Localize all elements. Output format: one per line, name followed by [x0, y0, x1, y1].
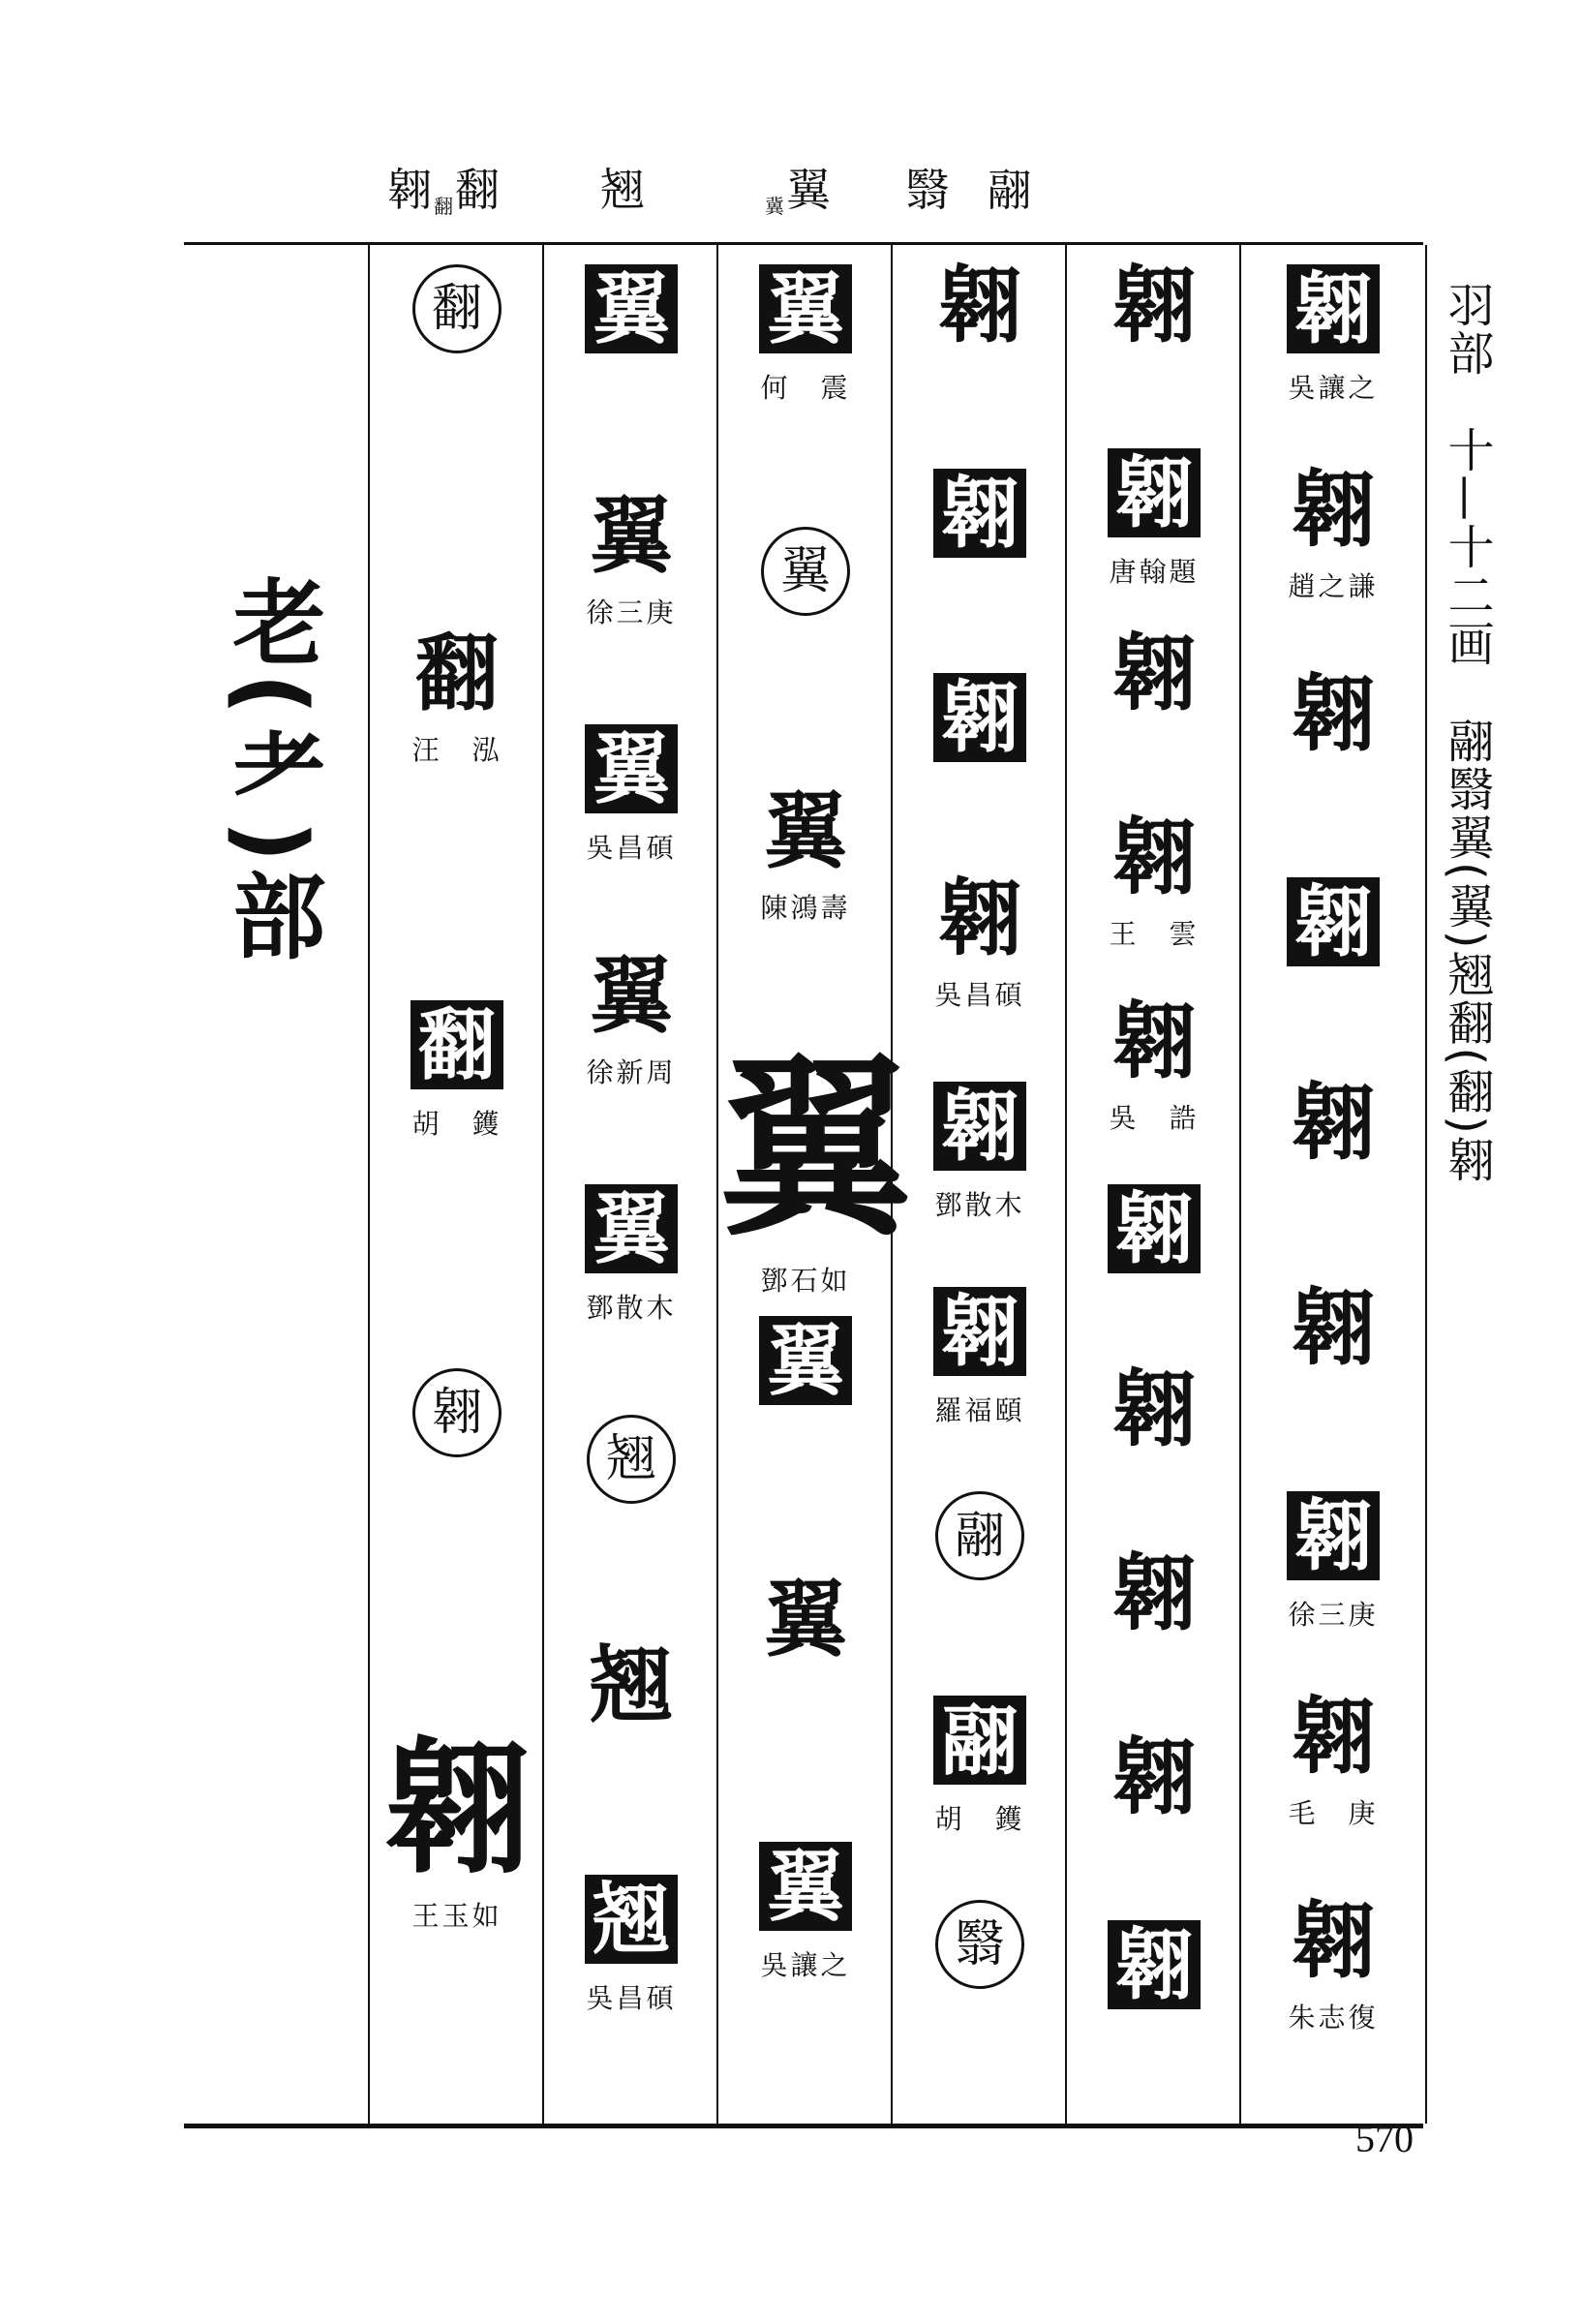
- artist-name: 陳鴻壽: [760, 891, 851, 924]
- seal-impression: 翱: [938, 870, 1021, 968]
- artist-name: 何 震: [760, 372, 851, 404]
- seal-entry: [370, 1368, 544, 1457]
- seal-impression: 翼: [590, 946, 673, 1045]
- seal-entry: [893, 1491, 1067, 1580]
- seal-entry: [1067, 257, 1241, 354]
- seal-entry: [1067, 1361, 1241, 1458]
- seal-impression: 翼: [585, 1184, 678, 1273]
- column-headings: [0, 155, 1582, 242]
- seal-table: [184, 242, 1423, 2128]
- seal-entry: [718, 1571, 893, 1669]
- seal-column-2: [542, 245, 718, 2124]
- seal-impression: 翱: [938, 257, 1021, 354]
- seal-impression: 翱: [933, 1287, 1026, 1376]
- seal-impression: 翱: [933, 673, 1026, 762]
- seal-entry: [1067, 448, 1241, 590]
- seal-column-5: [1065, 245, 1241, 2124]
- seal-impression: 翱: [383, 1724, 530, 1894]
- seal-entry: [893, 1900, 1067, 1989]
- seal-entry: [1241, 1278, 1425, 1377]
- seal-entry: [1241, 1891, 1425, 2035]
- seal-entry: [1241, 461, 1425, 604]
- seal-entry: [370, 1000, 544, 1142]
- seal-impression: 翱: [1287, 877, 1380, 966]
- artist-name: 吳昌碩: [586, 832, 677, 864]
- seal-impression: 翱: [1287, 1491, 1380, 1580]
- seal-entry: [1067, 1920, 1241, 2009]
- seal-impression: 翼: [759, 1316, 852, 1405]
- seal-impression: 翱: [1112, 1544, 1196, 1642]
- artist-name: 毛 庚: [1288, 1796, 1379, 1829]
- seal-entry: [1241, 1687, 1425, 1831]
- seal-impression: 翱: [1112, 809, 1196, 906]
- seal-impression: 翘: [585, 1875, 678, 1964]
- seal-entry: [370, 1724, 544, 1934]
- artist-name: 鄧石如: [760, 1265, 851, 1298]
- seal-entry: [1241, 264, 1425, 406]
- seal-impression: 翮: [933, 1696, 1026, 1785]
- seal-impression: 翼: [761, 527, 850, 616]
- artist-name: 吳昌碩: [934, 979, 1025, 1012]
- heading-4: [905, 155, 1034, 219]
- heading-small-glyph: 翻: [434, 195, 455, 218]
- artist-name: 汪 泓: [411, 734, 502, 766]
- page-number: 570: [1355, 2117, 1414, 2160]
- seal-impression: 翱: [1112, 1728, 1196, 1826]
- seal-impression: 翱: [933, 1082, 1026, 1171]
- seal-impression: 翼: [590, 486, 673, 585]
- artist-name: 王玉如: [411, 1900, 502, 1932]
- seal-entry: [544, 1636, 718, 1734]
- seal-impression: 翱: [1292, 461, 1375, 560]
- seal-entry: [1067, 625, 1241, 722]
- seal-entry: [893, 1082, 1067, 1223]
- seal-entry: [1067, 1544, 1241, 1642]
- seal-entry: [1067, 1184, 1241, 1273]
- artist-name: 徐三庚: [586, 596, 677, 628]
- seal-entry: [718, 781, 893, 926]
- seal-impression: 翱: [1108, 1184, 1201, 1273]
- seal-entry: [1067, 809, 1241, 952]
- seal-impression: 翱: [1108, 1920, 1201, 2009]
- artist-name: 朱志復: [1288, 2001, 1379, 2034]
- seal-impression: 翱: [1112, 625, 1196, 722]
- artist-name: 徐新周: [586, 1055, 677, 1088]
- heading-glyph: 翻: [455, 164, 502, 216]
- seal-entry: [718, 264, 893, 406]
- seal-impression: 翼: [759, 264, 852, 353]
- seal-impression: 翱: [1112, 257, 1196, 354]
- seal-impression: 翱: [933, 469, 1026, 558]
- seal-impression: 翳: [935, 1900, 1024, 1989]
- seal-impression: 翱: [1292, 665, 1375, 764]
- seal-entry: [893, 469, 1067, 558]
- seal-entry: [718, 1316, 893, 1405]
- seal-entry: [893, 1287, 1067, 1428]
- artist-name: 鄧散木: [586, 1292, 677, 1324]
- artist-name: 王 雲: [1109, 918, 1200, 950]
- seal-impression: 翼: [764, 781, 847, 880]
- seal-column-4: [891, 245, 1067, 2124]
- seal-entry: [544, 1184, 718, 1326]
- seal-impression: 翼: [718, 1035, 913, 1264]
- heading-glyph: 翱: [387, 164, 434, 216]
- artist-name: 鄧散木: [934, 1189, 1025, 1222]
- seal-entry: [544, 724, 718, 866]
- heading-glyph: 翼: [786, 164, 833, 216]
- seal-entry: [1241, 1074, 1425, 1173]
- seal-entry: [893, 673, 1067, 762]
- seal-impression: 翼: [759, 1842, 852, 1931]
- seal-entry: [544, 1875, 718, 2016]
- artist-name: 吳 誥: [1109, 1102, 1200, 1134]
- seal-impression: 翼: [764, 1571, 847, 1669]
- seal-impression: 翘: [590, 1636, 673, 1734]
- seal-impression: 翱: [1112, 993, 1196, 1090]
- artist-name: 吳讓之: [1288, 372, 1379, 404]
- seal-column-1: [368, 245, 544, 2124]
- side-title: 羽部 十—十二画 翮翳翼(翼)翘翻(翻)翱: [1440, 281, 1494, 1184]
- seal-entry: [544, 264, 718, 353]
- heading-small-glyph: 冀: [765, 195, 786, 218]
- seal-impression: 翱: [1292, 1074, 1375, 1173]
- seal-entry: [1067, 1728, 1241, 1826]
- artist-name: 羅福頤: [934, 1393, 1025, 1426]
- seal-impression: 翼: [585, 264, 678, 353]
- seal-entry: [718, 527, 893, 616]
- artist-name: 胡 鑊: [934, 1802, 1025, 1835]
- artist-name: 吳讓之: [760, 1948, 851, 1981]
- seal-entry: [718, 1842, 893, 1983]
- seal-impression: 翘: [587, 1415, 676, 1504]
- artist-name: 胡 鑊: [411, 1108, 502, 1140]
- heading-2: [600, 155, 647, 219]
- seal-entry: [1241, 877, 1425, 966]
- seal-impression: 翻: [411, 1000, 503, 1089]
- artist-name: 吳昌碩: [586, 1981, 677, 2014]
- seal-entry: [544, 946, 718, 1090]
- heading-3: [765, 155, 833, 219]
- seal-impression: 翼: [585, 724, 678, 813]
- seal-column-6: [1239, 245, 1427, 2124]
- artist-name: 唐翰題: [1109, 556, 1200, 588]
- artist-name: 徐三庚: [1288, 1598, 1379, 1631]
- section-column: [184, 245, 368, 2124]
- seal-impression: 翮: [935, 1491, 1024, 1580]
- heading-glyph: 翮: [987, 164, 1034, 216]
- seal-entry: [893, 870, 1067, 1013]
- seal-entry: [893, 257, 1067, 354]
- section-title: 老(耂)部: [218, 574, 326, 967]
- seal-impression: 翱: [1112, 1361, 1196, 1458]
- seal-entry: [893, 1696, 1067, 1837]
- seal-entry: [544, 1415, 718, 1504]
- artist-name: 趙之謙: [1288, 570, 1379, 603]
- seal-impression: 翱: [1292, 1891, 1375, 1990]
- seal-entry: [544, 486, 718, 630]
- seal-column-3: [716, 245, 913, 2124]
- seal-impression: 翱: [1287, 264, 1380, 353]
- seal-entry: [1241, 1491, 1425, 1633]
- seal-impression: 翱: [412, 1368, 502, 1457]
- seal-impression: 翱: [1108, 448, 1201, 537]
- seal-impression: 翻: [412, 264, 502, 353]
- seal-entry: [718, 1035, 913, 1299]
- seal-entry: [1067, 993, 1241, 1136]
- heading-glyph: 翘: [600, 164, 647, 216]
- heading-glyph: 翳: [905, 164, 952, 216]
- heading-1: [387, 155, 502, 219]
- seal-impression: 翻: [415, 625, 499, 722]
- seal-impression: 翱: [1292, 1278, 1375, 1377]
- seal-entry: [370, 625, 544, 768]
- seal-entry: [370, 264, 544, 353]
- seal-entry: [1241, 665, 1425, 764]
- seal-impression: 翱: [1292, 1687, 1375, 1786]
